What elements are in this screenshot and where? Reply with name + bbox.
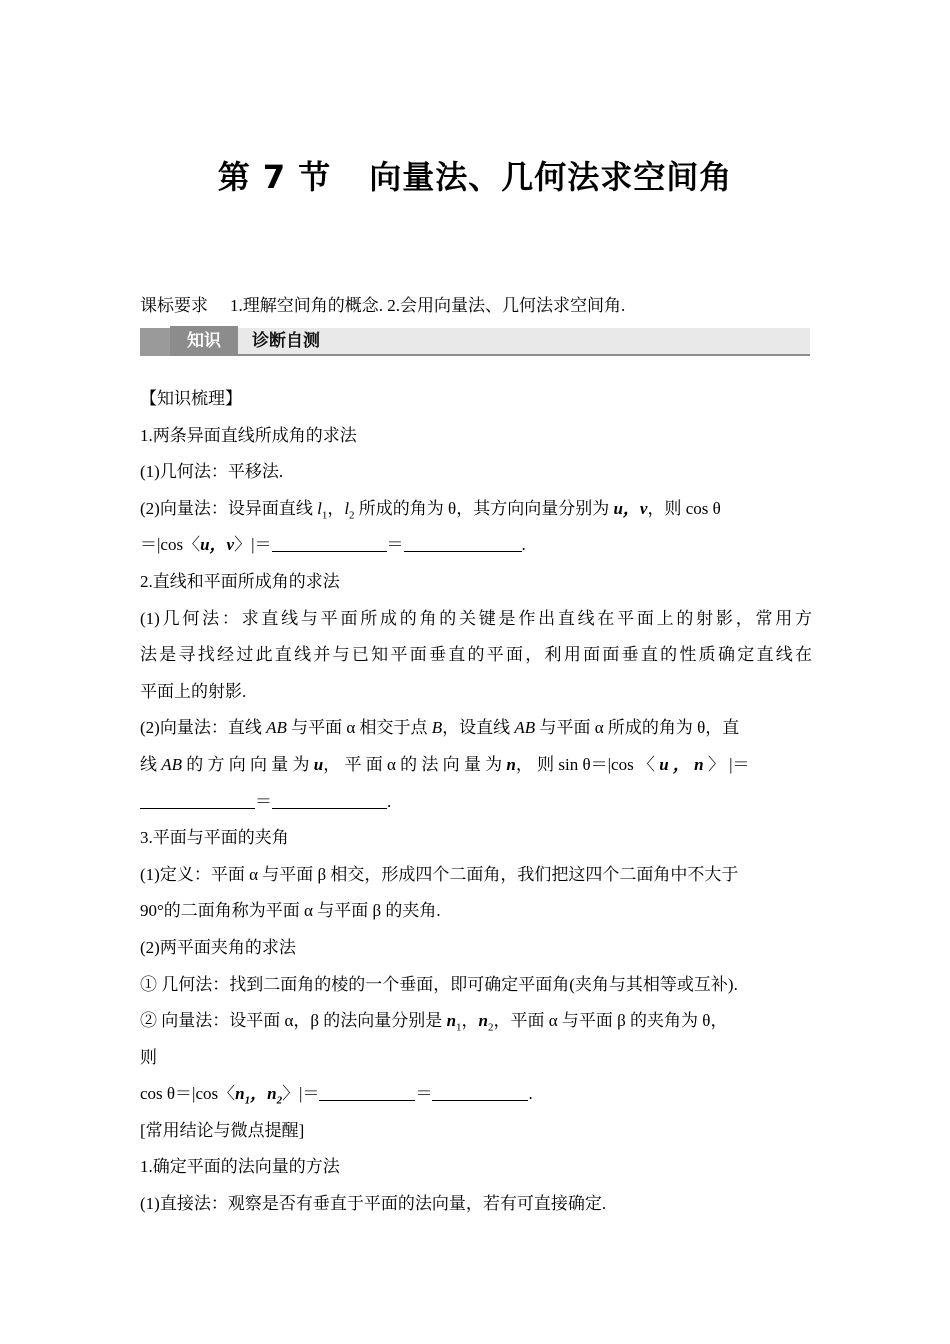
text-span: ＝ xyxy=(386,535,404,555)
text-line: (1)几何法：平移法. xyxy=(140,462,284,482)
text-span: 〉|＝ xyxy=(234,535,272,555)
text-line: 法是寻找经过此直线并与已知平面垂直的平面，利用面面垂直的性质确定直线在 xyxy=(140,645,812,665)
math-var: AB xyxy=(266,718,287,738)
text-line: 平面上的射影. xyxy=(140,681,247,701)
fill-blank[interactable] xyxy=(404,535,522,552)
text-span: . xyxy=(528,1084,533,1104)
text-span: . xyxy=(387,791,392,811)
heading-plane-plane: 3.平面与平面的夹角 xyxy=(140,828,289,848)
vector-var: n xyxy=(506,754,516,774)
text-line: (2)两平面夹角的求法 xyxy=(140,937,296,957)
fill-blank[interactable] xyxy=(272,535,387,552)
math-var: B xyxy=(431,718,443,738)
fill-blank[interactable] xyxy=(319,1084,415,1101)
text-line: (1)定义：平面 α 与平面 β 相交，形成四个二面角，我们把这四个二面角中不大于 xyxy=(140,864,739,884)
text-span: (2)向量法：直线 xyxy=(140,718,267,738)
text-span: ， xyxy=(209,535,227,555)
requirement-label: 课标要求 xyxy=(140,296,208,315)
subscript: 1 xyxy=(321,509,328,522)
curriculum-requirement xyxy=(140,291,625,316)
text-span: ， 平 面 α 的 法 向 量 为 xyxy=(323,754,507,774)
text-span: ， xyxy=(622,498,640,518)
text-line xyxy=(140,710,812,747)
math-var: l xyxy=(344,498,350,518)
text-line xyxy=(140,1003,812,1040)
knowledge-heading: 【知识梳理】 xyxy=(140,389,242,408)
text-line: 则 xyxy=(140,1047,157,1067)
section-title: 向量法、几何法求空间角 xyxy=(369,158,733,196)
banner-subtitle: 诊断自测 xyxy=(252,331,320,351)
text-line: ① 几何法：找到二面角的棱的一个垂面，即可确定平面角(夹角与其相等或互补). xyxy=(140,974,738,994)
text-span: cos θ＝|cos〈 xyxy=(140,1084,236,1104)
vector-var: u xyxy=(659,754,669,774)
text-line: (1)几何法：求直线与平面所成的角的关键是作出直线在平面上的射影，常用方 xyxy=(140,608,812,628)
section-banner xyxy=(140,326,810,356)
vector-var: n xyxy=(478,1011,488,1031)
subscript: 2 xyxy=(276,1094,283,1107)
text-span: ， xyxy=(668,754,695,774)
text-span: ② 向量法：设平面 α，β 的法向量分别是 xyxy=(140,1011,447,1031)
text-span: ， xyxy=(250,1084,268,1104)
text-span: ＝|cos〈 xyxy=(140,535,201,555)
text-line xyxy=(140,491,812,528)
text-span: ， xyxy=(461,1011,479,1031)
requirement-text: 1.理解空间角的概念. 2.会用向量法、几何法求空间角. xyxy=(230,296,626,315)
heading-line-plane: 2.直线和平面所成角的求法 xyxy=(140,571,340,591)
text-line xyxy=(140,747,812,784)
document-body xyxy=(140,381,812,1223)
banner-bar xyxy=(238,328,810,356)
math-var: l xyxy=(317,498,322,518)
vector-var: n xyxy=(267,1084,277,1104)
vector-var: u xyxy=(200,535,210,555)
text-span: ， 则 sin θ＝|cos 〈 xyxy=(515,754,660,774)
text-span: 〉|＝ xyxy=(282,1084,320,1104)
text-span: ， xyxy=(327,498,345,518)
banner-tag: 知识 xyxy=(170,326,238,356)
math-var: AB xyxy=(514,718,536,738)
subscript: 1 xyxy=(456,1021,462,1034)
heading-skew-lines: 1.两条异面直线所成角的求法 xyxy=(140,425,357,445)
tips-heading: [常用结论与微点提醒] xyxy=(140,1120,305,1140)
vector-var: n xyxy=(446,1011,457,1031)
section-number: 第 7 节 xyxy=(217,158,332,196)
text-span: . xyxy=(521,535,526,555)
math-var: AB xyxy=(161,754,183,774)
text-span: 的 方 向 向 量 为 xyxy=(182,754,314,774)
fill-blank[interactable] xyxy=(432,1084,528,1101)
text-line: (1)直接法：观察是否有垂直于平面的法向量，若有可直接确定. xyxy=(140,1194,607,1214)
formula-line xyxy=(140,784,812,821)
formula-line xyxy=(140,527,812,564)
fill-blank[interactable] xyxy=(140,792,255,809)
text-span: ＝ xyxy=(415,1084,433,1104)
text-span: ＝ xyxy=(255,791,272,811)
text-span: 与平面 α 所成的角为 θ，直 xyxy=(535,718,740,738)
text-span: ，则 cos θ xyxy=(647,498,721,518)
text-line: 1.确定平面的法向量的方法 xyxy=(140,1157,340,1177)
vector-var: u xyxy=(613,498,623,518)
fill-blank[interactable] xyxy=(272,792,387,809)
vector-var: v xyxy=(226,535,235,555)
vector-var: u xyxy=(313,754,324,774)
text-span: 所成的角为 θ，其方向向量分别为 xyxy=(354,498,614,518)
subscript: 2 xyxy=(349,509,355,522)
subscript: 1 xyxy=(244,1094,251,1107)
banner-lead-block xyxy=(140,328,170,356)
text-span: 〉 |＝ xyxy=(703,754,750,774)
text-span: ，平面 α 与平面 β 的夹角为 θ， xyxy=(493,1011,728,1031)
vector-var: n xyxy=(694,754,704,774)
text-span: 线 xyxy=(140,754,162,774)
text-span: (2)向量法：设异面直线 xyxy=(140,498,318,518)
text-span: 与平面 α 相交于点 xyxy=(286,718,432,738)
vector-var: n xyxy=(235,1084,245,1104)
subscript: 2 xyxy=(488,1021,494,1034)
formula-line xyxy=(140,1076,812,1113)
text-span: ，设直线 xyxy=(442,718,515,738)
page-title xyxy=(0,152,950,198)
vector-var: v xyxy=(639,498,648,518)
text-line: 90°的二面角称为平面 α 与平面 β 的夹角. xyxy=(140,901,441,921)
